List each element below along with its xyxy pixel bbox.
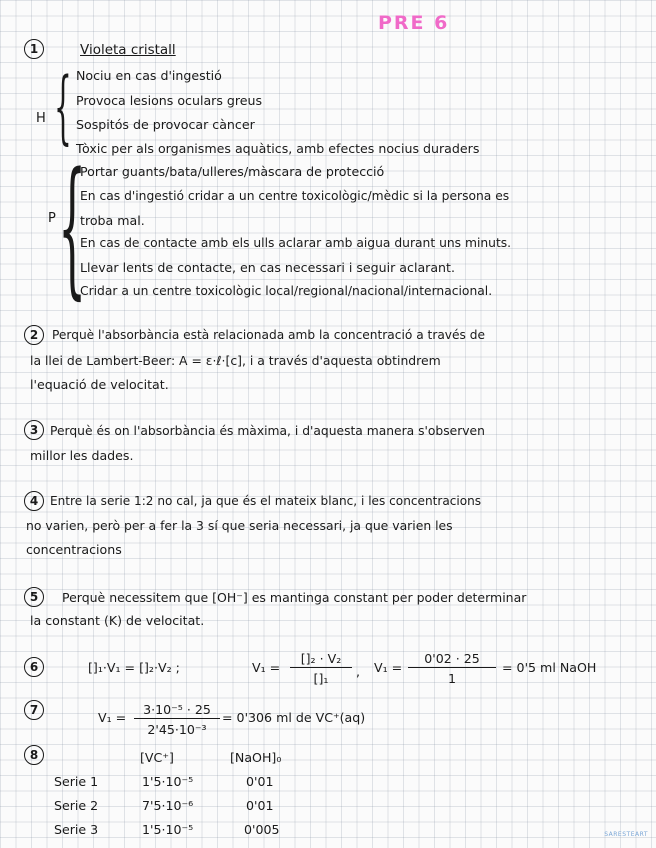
q6-equation-1: []₁·V₁ = []₂·V₂ ; (88, 660, 180, 675)
question-7-number: 7 (24, 700, 44, 720)
q8-row-naoh: 0'01 (246, 774, 274, 789)
p-line: En cas de contacte amb els ulls aclarar amb aigua durant uns minuts. (80, 236, 512, 250)
q2-line: la llei de Lambert-Beer: A = ε·ℓ·[c], i a través d'aquesta obtindrem (30, 353, 441, 368)
p-line: troba mal. (80, 213, 145, 228)
q7-numerator: 3·10⁻⁵ · 25 (143, 702, 211, 717)
h-label: H (36, 111, 46, 126)
p-line: En cas d'ingestió cridar a un centre toxicològic/mèdic si la persona es (80, 189, 510, 203)
question-5-number: 5 (24, 587, 44, 607)
page-title: PRE 6 (378, 12, 450, 34)
q8-col-vc-header: [VC⁺] (140, 750, 174, 765)
p-brace: { (58, 141, 87, 313)
q6-eq3-denominator: 1 (447, 671, 456, 686)
question-1-number: 1 (24, 39, 44, 59)
q6-eq2-lhs: V₁ = (252, 660, 281, 675)
h-item: Provoca lesions oculars greus (76, 93, 263, 108)
q6-eq3-lhs: V₁ = (374, 660, 403, 675)
question-6-number: 6 (24, 657, 44, 677)
q8-row-label: Serie 3 (54, 822, 99, 837)
q4-line: Entre la serie 1:2 no cal, ja que és el mateix blanc, i les concentracions (50, 494, 482, 508)
q5-line: Perquè necessitem que [OH⁻] es mantinga constant per poder determinar (62, 590, 527, 605)
q6-eq2-fraction-bar (290, 667, 352, 668)
p-line: Cridar a un centre toxicològic local/regional/nacional/internacional. (80, 284, 493, 298)
q3-line: Perquè és on l'absorbància és màxima, i d'aquesta manera s'observen (50, 424, 485, 438)
q8-row-vc: 1'5·10⁻⁵ (142, 774, 194, 789)
q8-row-vc: 7'5·10⁻⁶ (142, 798, 194, 813)
q2-line: Perquè l'absorbància està relacionada amb la concentració a través de (52, 328, 485, 342)
q7-lhs: V₁ = (98, 710, 127, 725)
q3-line: millor les dades. (30, 448, 134, 463)
q1-heading: Violeta cristall (80, 42, 176, 58)
q8-col-naoh-header: [NaOH]₀ (230, 750, 282, 765)
q7-fraction-bar (134, 718, 220, 719)
question-4-number: 4 (24, 491, 44, 511)
q8-row-vc: 1'5·10⁻⁵ (142, 822, 194, 837)
h-item: Tòxic per als organismes aquàtics, amb efectes nocius duraders (76, 141, 480, 156)
q4-line: no varien, però per a fer la 3 sí que seria necessari, ja que varien les (26, 518, 453, 533)
q8-row-label: Serie 2 (54, 798, 99, 813)
q7-result: = 0'306 ml de VC⁺(aq) (222, 710, 366, 725)
q4-line: concentracions (26, 542, 122, 557)
h-item: Nociu en cas d'ingestió (76, 68, 222, 83)
h-item: Sospitós de provocar càncer (76, 117, 255, 132)
q6-eq2-denominator: []₁ (313, 671, 329, 686)
question-2-number: 2 (24, 325, 44, 345)
q6-eq3-result: = 0'5 ml NaOH (502, 660, 597, 675)
q8-row-label: Serie 1 (54, 774, 99, 789)
q7-denominator: 2'45·10⁻³ (147, 722, 207, 737)
q2-line: l'equació de velocitat. (30, 377, 169, 392)
h-brace: { (54, 60, 72, 153)
q6-eq3-numerator: 0'02 · 25 (424, 651, 480, 666)
p-label: P (48, 211, 56, 226)
q6-eq2-numerator: []₂ · V₂ (300, 651, 342, 666)
q8-row-naoh: 0'01 (246, 798, 274, 813)
q5-line: la constant (K) de velocitat. (30, 613, 205, 628)
q6-eq3-fraction-bar (408, 667, 496, 668)
q6-separator: , (356, 664, 361, 679)
p-line: Llevar lents de contacte, en cas necessari i seguir aclarant. (80, 260, 455, 275)
question-8-number: 8 (24, 745, 44, 765)
question-3-number: 3 (24, 420, 44, 440)
watermark: SARESTEART (604, 831, 648, 838)
p-line: Portar guants/bata/ulleres/màscara de protecció (80, 164, 385, 179)
q8-row-naoh: 0'005 (244, 822, 280, 837)
